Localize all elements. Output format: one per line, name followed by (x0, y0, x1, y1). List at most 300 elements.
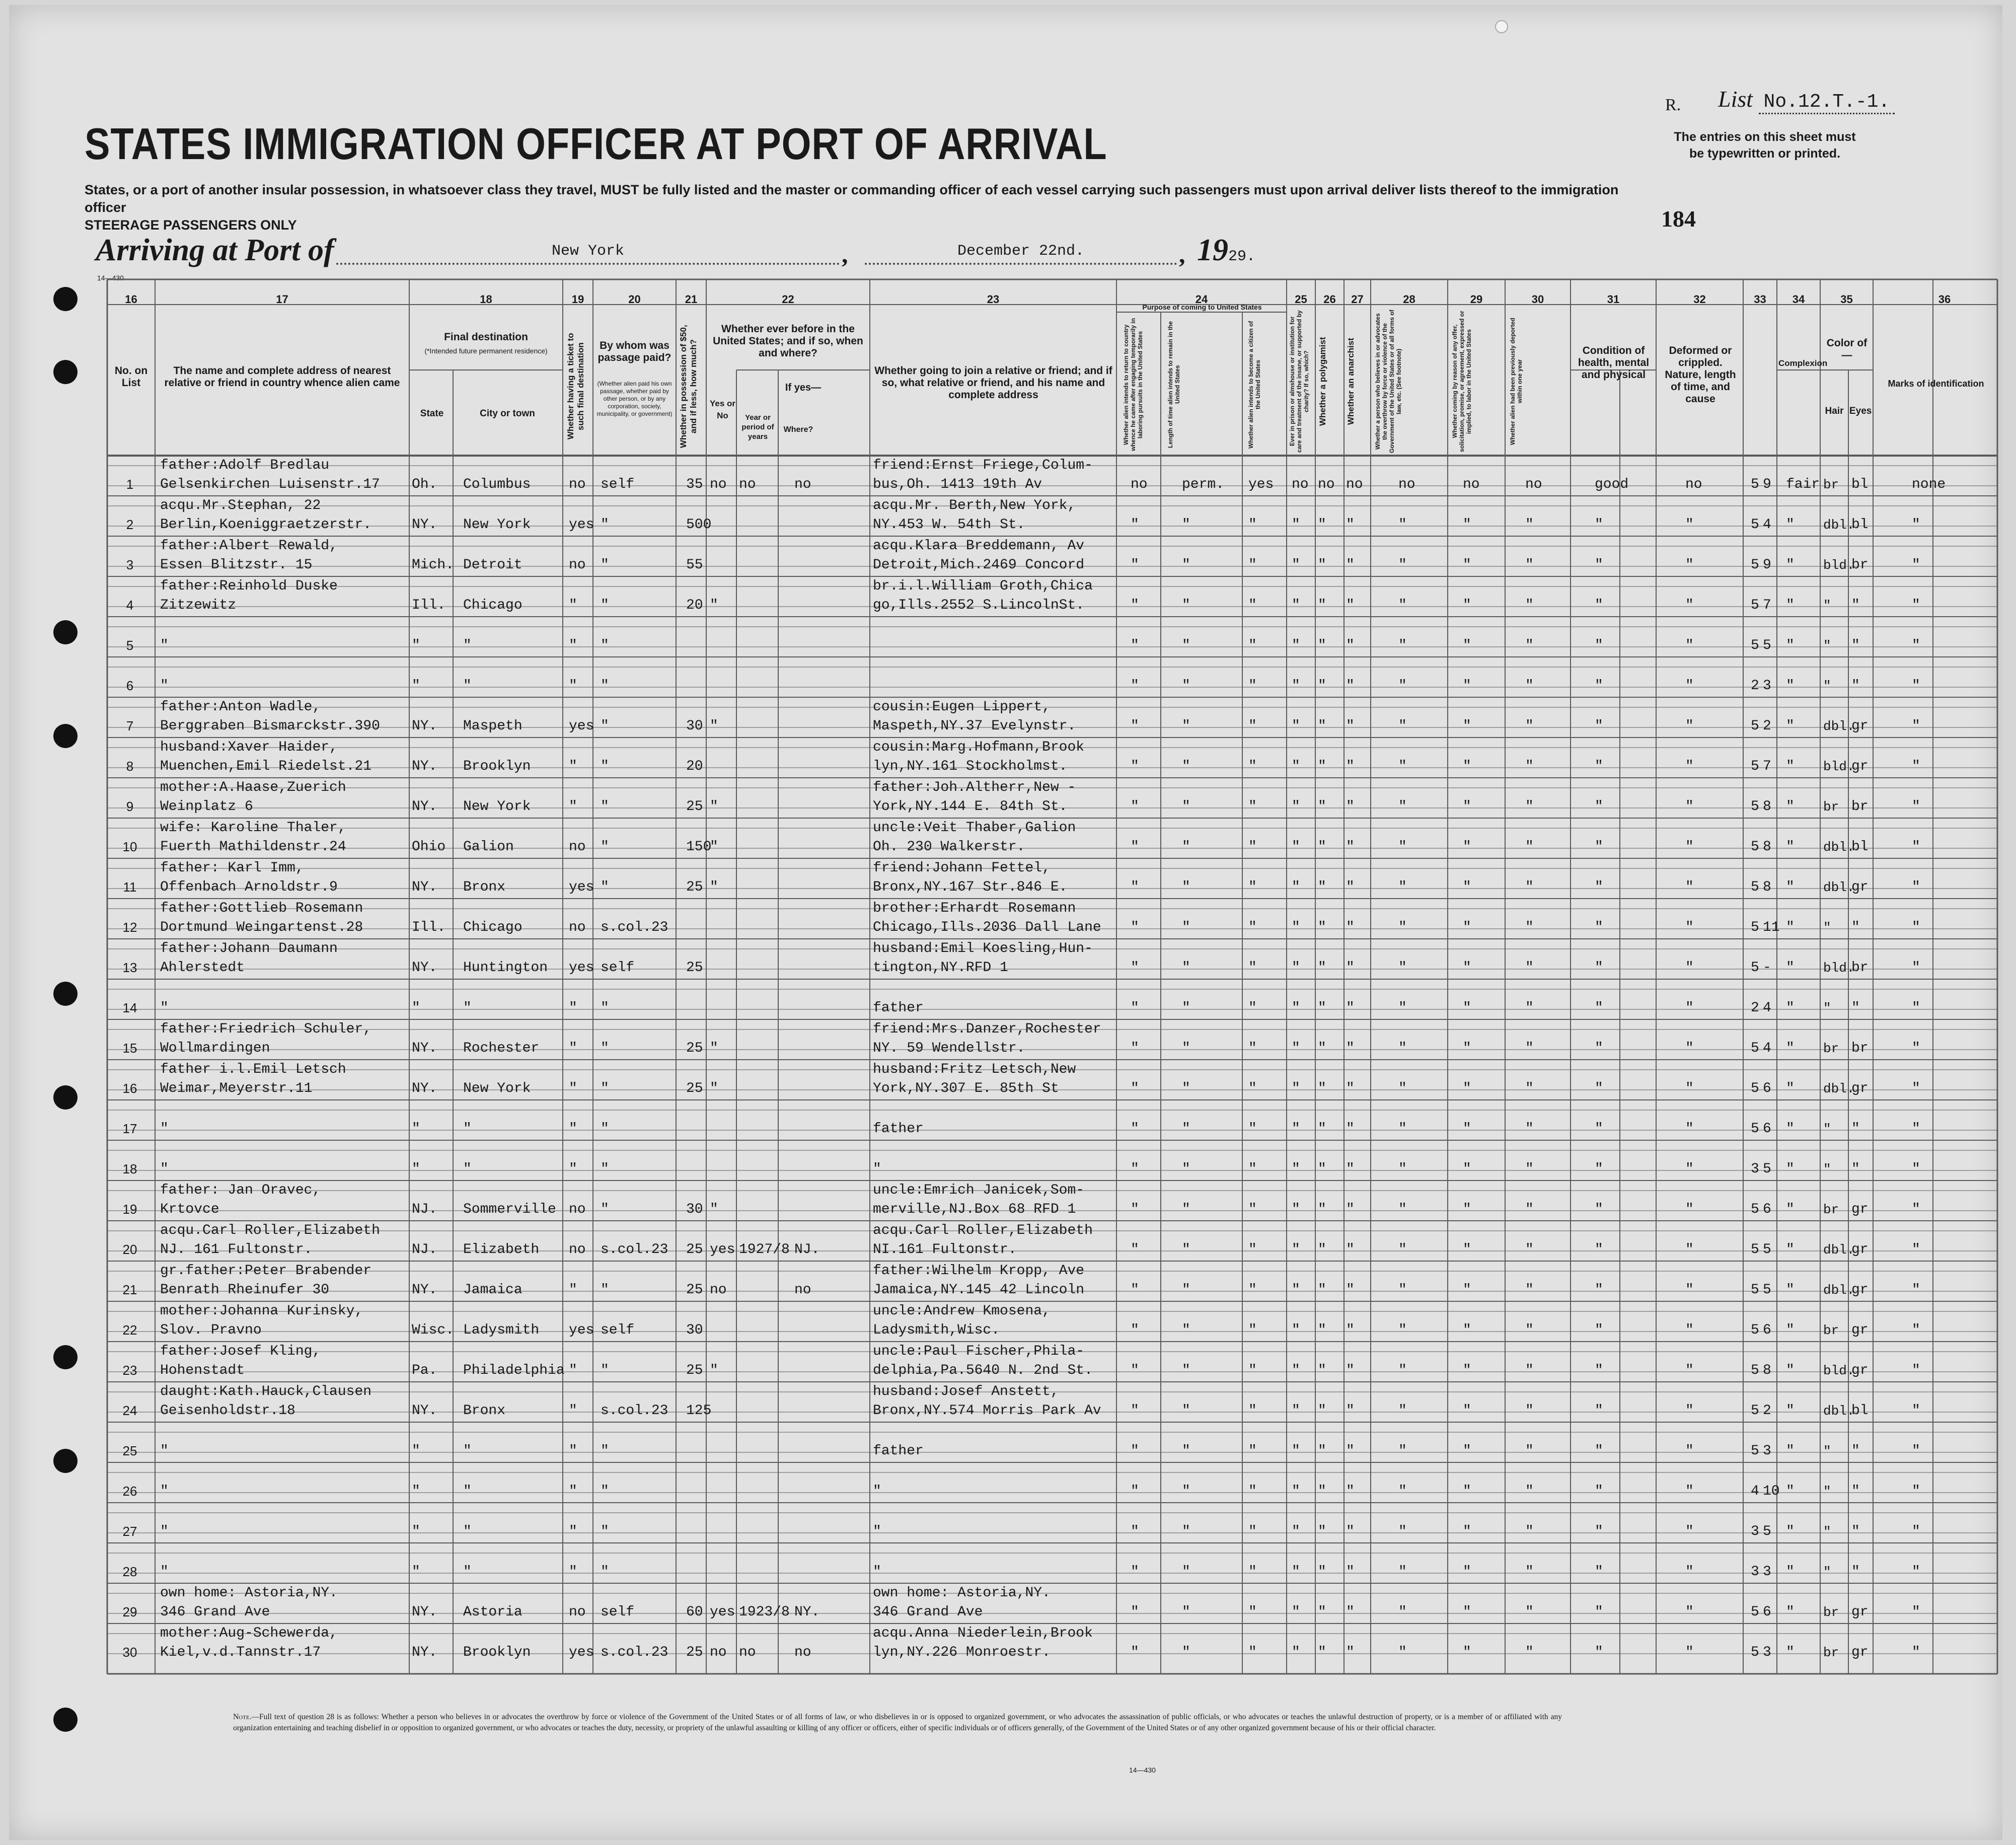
ticket-header: Whether having a ticket to such final destination (566, 333, 585, 440)
list-label: List (1718, 86, 1753, 112)
list-number: 15 (122, 1041, 137, 1056)
purpose-length: " (1182, 1000, 1190, 1016)
labor-offer: " (1463, 1484, 1471, 1499)
join-line2: bus,Oh. 1413 19th Av (873, 477, 1042, 492)
eyes: gr (1851, 1282, 1869, 1298)
purpose-citizen: " (1248, 920, 1257, 935)
height-inches: 8 (1763, 879, 1771, 895)
polygamist: " (1318, 920, 1326, 935)
relative-line1: wife: Karoline Thaler, (160, 820, 346, 836)
relative-line2: Wollmardingen (160, 1041, 270, 1056)
join-line2: merville,NJ.Box 68 RFD 1 (873, 1202, 1076, 1217)
marks: " (1912, 1202, 1920, 1217)
list-number: 27 (122, 1524, 137, 1539)
ever-before: no (710, 1282, 727, 1298)
passage-paid: " (601, 1081, 609, 1096)
prison: " (1292, 598, 1300, 613)
anarchist: " (1346, 517, 1355, 533)
eyes: " (1851, 598, 1860, 613)
dest-state: " (412, 638, 420, 653)
prison: " (1292, 1282, 1300, 1298)
ticket: " (569, 598, 577, 613)
dest-city: Bronx (463, 1403, 506, 1419)
year-suffix: 29. (1228, 248, 1256, 265)
dest-state: NY. (412, 1081, 437, 1096)
eyes: gr (1851, 1604, 1869, 1620)
purpose-return: " (1131, 1403, 1139, 1419)
relative-line1: mother:A.Haase,Zuerich (160, 780, 346, 795)
anarchist: " (1346, 879, 1355, 895)
column-number: 16 (125, 293, 137, 306)
height-feet: 5 (1751, 1121, 1759, 1137)
join-line1: friend:Mrs.Danzer,Rochester (873, 1021, 1101, 1037)
punch-hole (53, 620, 78, 644)
list-number: 7 (126, 718, 134, 733)
height-feet: 5 (1751, 799, 1759, 815)
ticket: " (569, 1121, 577, 1137)
hair: " (1823, 920, 1831, 935)
relative-line2: Ahlerstedt (160, 960, 245, 976)
join-line2: father (873, 1121, 924, 1137)
ever-before: " (710, 879, 718, 895)
join-line2: Jamaica,NY.145 42 Lincoln (873, 1282, 1085, 1298)
health: " (1595, 1041, 1603, 1056)
anarchist: " (1346, 1000, 1355, 1016)
deported: no (1525, 477, 1542, 492)
list-number: 8 (126, 759, 134, 774)
complexion: " (1786, 1202, 1795, 1217)
dest-state: Ohio (412, 839, 446, 855)
dest-state: NJ. (412, 1202, 437, 1217)
anarchist: " (1346, 1202, 1355, 1217)
passage-paid: " (601, 879, 609, 895)
complexion: " (1786, 678, 1795, 694)
list-number: 25 (122, 1443, 137, 1458)
deported: " (1525, 1524, 1534, 1539)
prison: " (1292, 1564, 1300, 1580)
polygamist: " (1318, 557, 1326, 573)
dest-city: New York (463, 799, 531, 815)
dest-city: New York (463, 1081, 531, 1096)
deported: " (1525, 879, 1534, 895)
prison: " (1292, 1161, 1300, 1177)
deformed: " (1685, 1645, 1694, 1660)
relative-line1: father i.l.Emil Letsch (160, 1062, 346, 1077)
complexion: " (1786, 1081, 1795, 1096)
prison: " (1292, 759, 1300, 774)
purpose-return: " (1131, 678, 1139, 694)
purpose-length: " (1182, 1081, 1190, 1096)
passage-paid: " (601, 678, 609, 694)
year-prefix: 19 (1197, 233, 1228, 267)
color-of-header: Color of— (1826, 337, 1868, 361)
height-inches: 7 (1763, 759, 1771, 774)
column-number: 35 (1840, 293, 1853, 306)
steerage-label: STEERAGE PASSENGERS ONLY (85, 217, 297, 233)
polygamist-header: Whether a polygamist (1318, 337, 1327, 426)
ticket: " (569, 1000, 577, 1016)
purpose-return: " (1131, 638, 1139, 653)
labor-offer: " (1463, 1121, 1471, 1137)
overthrow: " (1398, 960, 1407, 976)
money: 25 (686, 1041, 703, 1056)
deformed: " (1685, 598, 1694, 613)
eyes: " (1851, 1564, 1860, 1580)
deported: " (1525, 1121, 1534, 1137)
join-line2: Maspeth,NY.37 Evelynstr. (873, 718, 1076, 734)
relative-line2: " (160, 1524, 169, 1539)
footnote-label: Note. (233, 1713, 252, 1721)
port-field: New York (336, 243, 840, 265)
height-feet: 5 (1751, 557, 1759, 573)
join-line2: lyn,NY.226 Monroestr. (873, 1645, 1051, 1660)
dest-city: Maspeth (463, 718, 522, 734)
anarchist: " (1346, 1524, 1355, 1539)
ticket: " (569, 759, 577, 774)
overthrow: " (1398, 1443, 1407, 1459)
relative-line2: Krtovce (160, 1202, 219, 1217)
polygamist: no (1318, 477, 1335, 492)
polygamist: " (1318, 960, 1326, 976)
relative-line2: Weimar,Meyerstr.11 (160, 1081, 313, 1096)
complexion: " (1786, 557, 1795, 573)
ticket: " (569, 1041, 577, 1056)
eyes: " (1851, 1121, 1860, 1137)
passage-paid: " (601, 1121, 609, 1137)
purpose-citizen: " (1248, 799, 1257, 815)
height-feet: 5 (1751, 839, 1759, 855)
anarchist: " (1346, 718, 1355, 734)
complexion: " (1786, 1645, 1795, 1660)
labor-offer: " (1463, 517, 1471, 533)
join-line2: father (873, 1000, 924, 1016)
prison: " (1292, 1121, 1300, 1137)
join-line2: " (873, 1524, 881, 1539)
purpose-return: " (1131, 960, 1139, 976)
overthrow: " (1398, 1041, 1407, 1056)
column-number: 34 (1792, 293, 1805, 306)
relative-address-header: The name and complete address of nearest relative or friend in country whence alien came (164, 365, 400, 389)
punch-hole (53, 1708, 78, 1732)
ever-before: yes (710, 1242, 735, 1258)
column-number: 22 (782, 293, 794, 306)
marks: " (1912, 960, 1920, 976)
health: " (1595, 1000, 1603, 1016)
height-feet: 5 (1751, 1363, 1759, 1378)
purpose-return: " (1131, 759, 1139, 774)
list-number: 6 (126, 678, 134, 693)
polygamist: " (1318, 1363, 1326, 1378)
join-line2: NI.161 Fultonstr. (873, 1242, 1017, 1258)
marks: " (1912, 920, 1920, 935)
height-inches: 4 (1763, 1000, 1771, 1016)
deformed: " (1685, 920, 1694, 935)
dest-city: Brooklyn (463, 759, 531, 774)
passage-paid: self (601, 960, 635, 976)
anarchist: no (1346, 477, 1363, 492)
deformed: " (1685, 1202, 1694, 1217)
list-number: 12 (122, 920, 137, 935)
passage-paid: " (601, 839, 609, 855)
join-line1: acqu.Klara Breddemann, Av (873, 538, 1085, 554)
height-feet: 5 (1751, 920, 1759, 935)
health: " (1595, 1524, 1603, 1539)
relative-line2: Fuerth Mathildenstr.24 (160, 839, 346, 855)
eyes: gr (1851, 718, 1869, 734)
overthrow: " (1398, 1484, 1407, 1499)
deformed-header: Deformed or crippled. Nature, length of time, and cause (1665, 345, 1736, 405)
purpose-return: " (1131, 517, 1139, 533)
purpose-length: " (1182, 759, 1190, 774)
prison: " (1292, 960, 1300, 976)
hair: " (1823, 638, 1831, 653)
deformed: " (1685, 879, 1694, 895)
footnote (233, 1712, 1562, 1734)
marks: " (1912, 759, 1920, 774)
ever-before: " (710, 799, 718, 815)
join-line2: NY. 59 Wendellstr. (873, 1041, 1025, 1056)
complexion: " (1786, 1161, 1795, 1177)
list-number: 1 (126, 477, 134, 492)
ticket: " (569, 1161, 577, 1177)
passage-paid: self (601, 1604, 635, 1620)
dest-city: " (463, 1121, 472, 1137)
list-number: 13 (122, 960, 137, 975)
column-number: 33 (1754, 293, 1766, 306)
relative-line1: father:Josef Kling, (160, 1344, 321, 1359)
money: 30 (686, 1202, 703, 1217)
passage-paid: " (601, 1564, 609, 1580)
deported: " (1525, 1242, 1534, 1258)
health: good (1595, 477, 1629, 492)
join-line1: father:Joh.Altherr,New - (873, 780, 1076, 795)
purpose-citizen: " (1248, 557, 1257, 573)
separator: , (842, 240, 848, 268)
purpose-return: " (1131, 920, 1139, 935)
ticket: " (569, 1081, 577, 1096)
passage-paid: " (601, 1000, 609, 1016)
height-inches: 6 (1763, 1604, 1771, 1620)
complexion: " (1786, 1564, 1795, 1580)
health: " (1595, 1363, 1603, 1378)
relative-line1: father:Gottlieb Rosemann (160, 901, 363, 916)
deformed: " (1685, 1000, 1694, 1016)
purpose-citizen: " (1248, 517, 1257, 533)
polygamist: " (1318, 1443, 1326, 1459)
purpose-length: " (1182, 1524, 1190, 1539)
eyes: bl (1851, 1403, 1869, 1419)
join-line1: acqu.Mr. Berth,New York, (873, 498, 1076, 513)
labor-offer: " (1463, 1645, 1471, 1660)
marks: " (1912, 557, 1920, 573)
hair: bld. (1823, 759, 1855, 774)
page-title: STATES IMMIGRATION OFFICER AT PORT OF ARRIVAL (85, 119, 1107, 169)
labor-offer: " (1463, 799, 1471, 815)
hair: " (1823, 679, 1831, 694)
relative-line1: father:Reinhold Duske (160, 578, 338, 594)
purpose-citizen: " (1248, 1242, 1257, 1258)
purpose-citizen: " (1248, 1081, 1257, 1096)
ever-years: no (739, 477, 756, 492)
eyes: gr (1851, 1242, 1869, 1258)
deported: " (1525, 517, 1534, 533)
eyes: " (1851, 1484, 1860, 1499)
relative-line2: " (160, 1443, 169, 1459)
column-number: 24 (1195, 293, 1208, 306)
hair-header: Hair (1825, 406, 1844, 416)
purpose-length: " (1182, 960, 1190, 976)
ever-where: NJ. (794, 1242, 820, 1258)
prison: " (1292, 718, 1300, 734)
ever-years: 1927/8 (739, 1242, 790, 1258)
ever-where: no (794, 477, 811, 492)
labor-offer: " (1463, 879, 1471, 895)
relative-line2: Zitzewitz (160, 598, 237, 613)
dest-state: NY. (412, 1604, 437, 1620)
relative-line1: father:Albert Rewald, (160, 538, 338, 554)
marks: " (1912, 1645, 1920, 1660)
eyes: br (1851, 1041, 1869, 1056)
relative-line2: Weinplatz 6 (160, 799, 253, 815)
list-number: No.12.T.-1. (1759, 91, 1895, 114)
complexion: " (1786, 1524, 1795, 1539)
purpose-header: Purpose of coming to United States (1142, 303, 1262, 311)
height-feet: 2 (1751, 678, 1759, 694)
if-yes-header: If yes— (785, 382, 822, 393)
typewritten-note: The entries on this sheet must be typewritten or printed. (1674, 130, 1856, 161)
column-number: 23 (987, 293, 1000, 306)
eyes: gr (1851, 1081, 1869, 1096)
purpose-return: " (1131, 1443, 1139, 1459)
passage-paid: self (601, 1322, 635, 1338)
period-header: Year or period of years (741, 413, 774, 441)
marks: " (1912, 678, 1920, 694)
polygamist: " (1318, 1484, 1326, 1499)
eyes: bl (1851, 839, 1869, 855)
overthrow: " (1398, 1081, 1407, 1096)
prison: " (1292, 1322, 1300, 1338)
relative-line1: father:Friedrich Schuler, (160, 1021, 372, 1037)
marks: " (1912, 1604, 1920, 1620)
no-on-list-header: No. on List (114, 365, 148, 389)
height-inches: 4 (1763, 517, 1771, 533)
anarchist: " (1346, 1242, 1355, 1258)
health: " (1595, 1242, 1603, 1258)
overthrow: " (1398, 557, 1407, 573)
height-inches: 6 (1763, 1081, 1771, 1096)
purpose-return: " (1131, 1645, 1139, 1660)
money-header: Whether in possession of $50, and if less, how much? (679, 325, 698, 448)
money: 55 (686, 557, 703, 573)
eyes: br (1851, 799, 1869, 815)
column-number: 19 (571, 293, 584, 306)
deported: " (1525, 1041, 1534, 1056)
overthrow: " (1398, 1645, 1407, 1660)
labor-offer: " (1463, 960, 1471, 976)
purpose-citizen: " (1248, 718, 1257, 734)
punch-hole (53, 287, 78, 311)
labor-offer: " (1463, 1161, 1471, 1177)
purpose-citizen: " (1248, 678, 1257, 694)
ticket: yes (569, 1645, 594, 1660)
marks: " (1912, 1121, 1920, 1137)
purpose-citizen: " (1248, 1322, 1257, 1338)
passage-paid-sub: (Whether alien paid his own passage, whether paid by other person, or by any corporation, society, municipality, or government) (596, 380, 673, 417)
where-header: Where? (783, 425, 813, 434)
height-feet: 5 (1751, 960, 1759, 976)
purpose-length: " (1182, 1443, 1190, 1459)
dest-state: " (412, 1443, 420, 1459)
health: " (1595, 1161, 1603, 1177)
complexion: fair (1786, 477, 1820, 492)
column-number: 32 (1693, 293, 1706, 306)
punch-hole (53, 724, 78, 748)
purpose-return: " (1131, 839, 1139, 855)
hair: " (1823, 1444, 1831, 1459)
labor-offer: " (1463, 1000, 1471, 1016)
anarchist: " (1346, 557, 1355, 573)
polygamist: " (1318, 1403, 1326, 1419)
hair: br (1823, 1041, 1839, 1056)
relative-line1: mother:Johanna Kurinsky, (160, 1303, 363, 1319)
polygamist: " (1318, 1604, 1326, 1620)
hair: dbl. (1823, 880, 1855, 895)
ticket: " (569, 1524, 577, 1539)
overthrow: " (1398, 759, 1407, 774)
health: " (1595, 759, 1603, 774)
complexion: " (1786, 1484, 1795, 1499)
anarchist: " (1346, 1322, 1355, 1338)
purpose-length: " (1182, 638, 1190, 653)
ever-before: yes (710, 1604, 735, 1620)
anarchist: " (1346, 1443, 1355, 1459)
deformed: " (1685, 1484, 1694, 1499)
prison: " (1292, 920, 1300, 935)
height-feet: 5 (1751, 718, 1759, 734)
dest-state: " (412, 678, 420, 694)
purpose-return: " (1131, 1322, 1139, 1338)
column-number: 26 (1323, 293, 1336, 306)
ticket: " (569, 799, 577, 815)
ever-before: " (710, 1363, 718, 1378)
anarchist: " (1346, 799, 1355, 815)
deformed: " (1685, 1161, 1694, 1177)
hair: " (1823, 598, 1831, 613)
column-number: 29 (1470, 293, 1483, 306)
height-feet: 5 (1751, 1604, 1759, 1620)
purpose-length: " (1182, 1242, 1190, 1258)
dest-state: " (412, 1484, 420, 1499)
prison: " (1292, 879, 1300, 895)
relative-line2: Dortmund Weingartenst.28 (160, 920, 363, 935)
dest-state: " (412, 1000, 420, 1016)
marks: " (1912, 879, 1920, 895)
join-line2: tington,NY.RFD 1 (873, 960, 1008, 976)
height-feet: 3 (1751, 1161, 1759, 1177)
list-number: 29 (122, 1604, 137, 1619)
relative-line2: Essen Blitzstr. 15 (160, 557, 313, 573)
labor-offer: " (1463, 1443, 1471, 1459)
overthrow: " (1398, 1242, 1407, 1258)
polygamist: " (1318, 759, 1326, 774)
complexion: " (1786, 638, 1795, 653)
purpose-citizen: " (1248, 1403, 1257, 1419)
complexion: " (1786, 1000, 1795, 1016)
purpose-citizen-header: Whether alien intends to become a citizen of the United States (1247, 321, 1261, 449)
deported: " (1525, 557, 1534, 573)
overthrow: " (1398, 1202, 1407, 1217)
anarchist-header: Whether an anarchist (1346, 338, 1356, 425)
